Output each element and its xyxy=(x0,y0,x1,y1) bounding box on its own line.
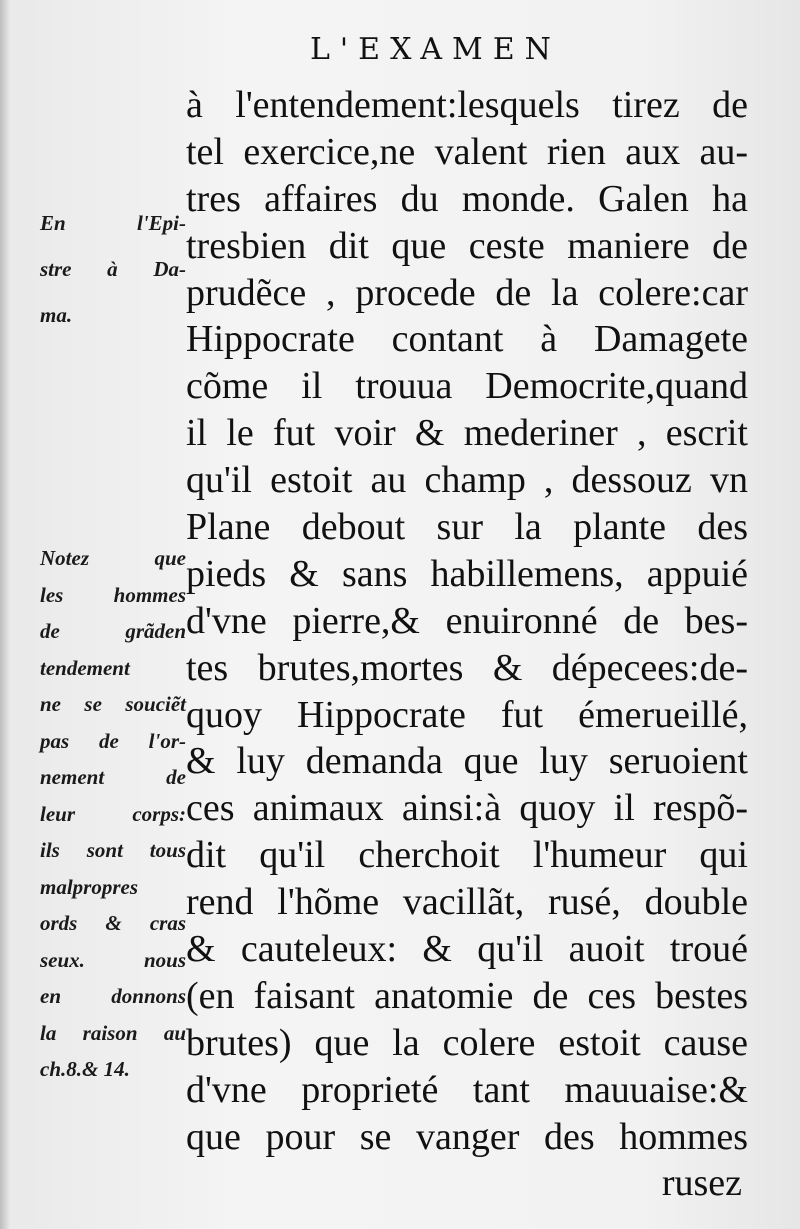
text-line: tes brutes,mortes & dépecees:de- xyxy=(186,646,748,689)
text-line: (en faisant anatomie de ces bestes xyxy=(186,974,748,1017)
margin-note-line: En l'Epi- xyxy=(40,211,186,235)
main-text-block xyxy=(186,82,748,1207)
page-gutter-shadow xyxy=(0,0,10,1229)
text-line: tel exercice,ne valent rien aux au- xyxy=(186,130,748,173)
margin-note-line: tendement xyxy=(40,655,130,680)
text-line: ces animaux ainsi:à quoy il respõ- xyxy=(186,787,748,830)
margin-note-line: leur corps: xyxy=(40,801,186,826)
text-line: tresbien dit que ceste maniere de xyxy=(186,224,748,267)
text-line: dit qu'il cherchoit l'humeur qui xyxy=(186,834,748,877)
margin-note-line: ne se souciẽt xyxy=(40,692,186,716)
margin-note-line: ils sont tous xyxy=(40,838,186,862)
margin-note-line: malpropres xyxy=(40,874,139,899)
margin-note-line: ords & cras xyxy=(40,911,186,935)
margin-note-line: seux. nous xyxy=(40,947,186,972)
text-line: à l'entendement:lesquels tirez de xyxy=(186,84,748,126)
text-line: brutes) que la colere estoit cause xyxy=(186,1021,748,1064)
text-line: il le fut voir & mederiner , escrit xyxy=(186,412,748,455)
text-line: d'vne pierre,& enuironné de bes- xyxy=(186,599,748,642)
text-line: rend l'hõme vacillãt, rusé, double xyxy=(186,881,748,924)
margin-note-line: nement de xyxy=(40,765,186,789)
margin-note-line: en donnons xyxy=(40,984,186,1008)
text-line: pieds & sans habillemens, appuié xyxy=(186,552,748,595)
margin-note-line: de grãden xyxy=(40,619,186,643)
margin-note-epistle xyxy=(40,200,186,338)
margin-note-line: pas de l'or- xyxy=(40,728,186,753)
catchword: rusez xyxy=(661,1162,742,1205)
text-line: d'vne proprieté tant mauuaise:& xyxy=(186,1068,748,1111)
text-line: & cauteleux: & qu'il auoit troué xyxy=(186,928,748,971)
text-line: que pour se vanger des hommes xyxy=(186,1115,748,1158)
text-line: cõme il trouua Democrite,quand xyxy=(186,365,748,408)
text-line: qu'il estoit au champ , dessouz vn xyxy=(186,459,748,502)
margin-note-line: Notez que xyxy=(40,546,186,570)
text-line: Hippocrate contant à Damagete xyxy=(186,318,748,361)
text-line: Plane debout sur la plante des xyxy=(186,506,748,549)
margin-note-line: les hommes xyxy=(40,582,186,607)
margin-note-line: la raison au xyxy=(40,1020,186,1045)
margin-note-line: stre à Da- xyxy=(40,257,186,281)
text-line: quoy Hippocrate fut émerueillé, xyxy=(186,693,748,736)
text-line: & luy demanda que luy seruoient xyxy=(186,740,748,783)
margin-note-line: ch.8.& 14. xyxy=(40,1057,130,1081)
text-line: tres affaires du monde. Galen ha xyxy=(186,177,748,220)
margin-note-notez xyxy=(40,540,186,1088)
margin-note-line: ma. xyxy=(40,303,73,327)
text-line: prudẽce , procede de la colere:car xyxy=(186,271,748,314)
running-head: L'EXAMEN xyxy=(310,32,561,67)
